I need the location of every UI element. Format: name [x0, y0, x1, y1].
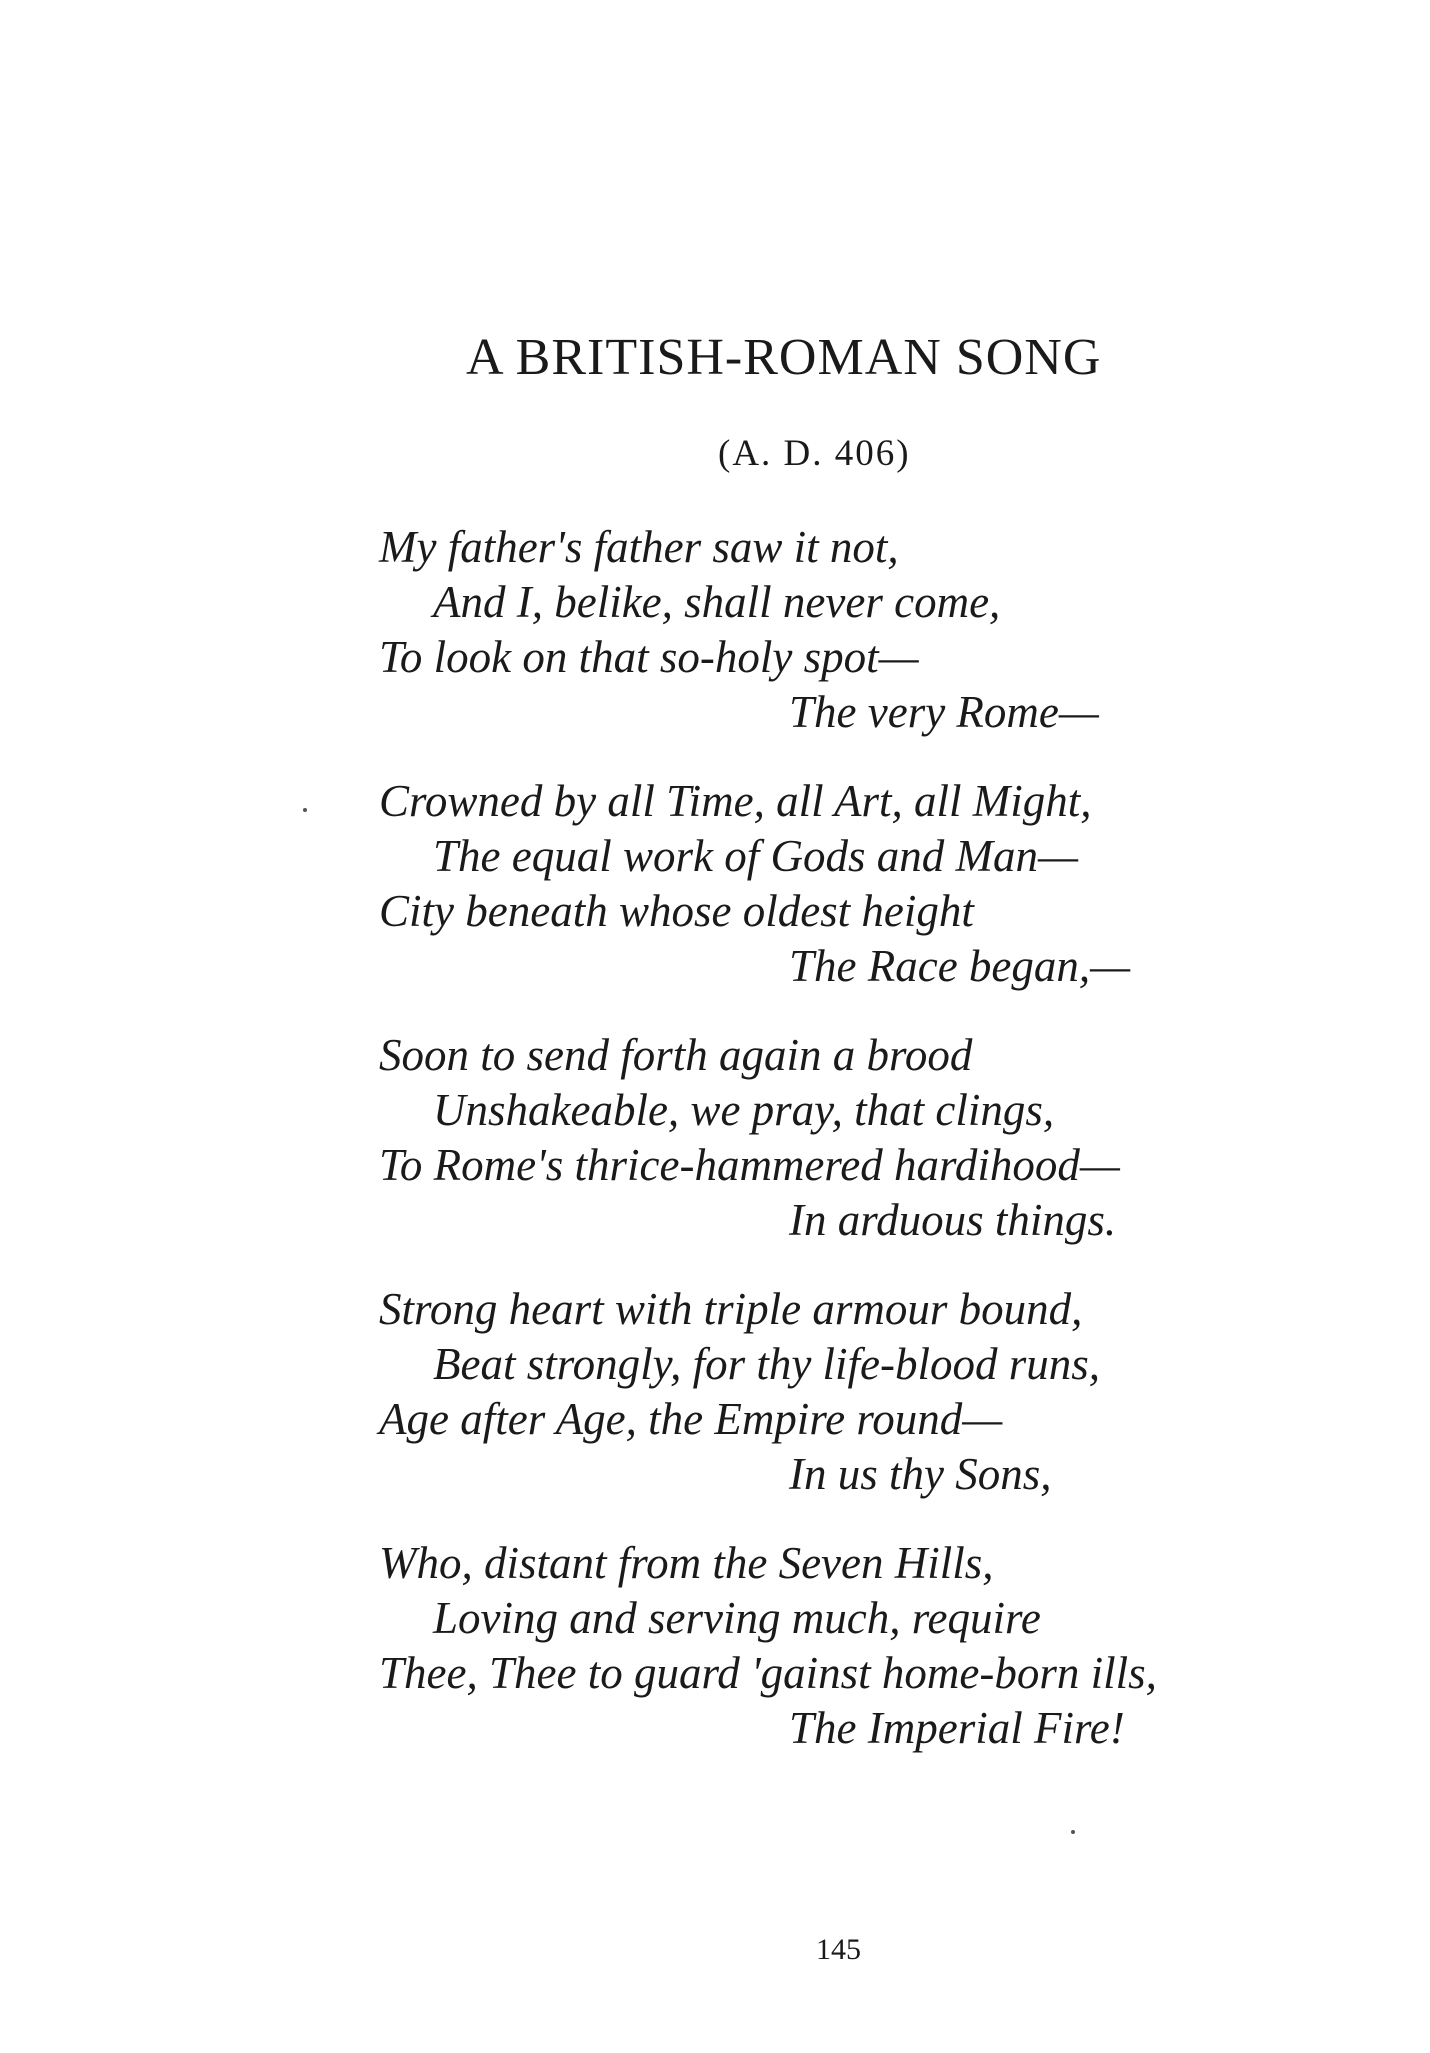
- scan-speck: [1071, 1830, 1075, 1834]
- verse-line: The equal work of Gods and Man—: [433, 831, 1078, 881]
- poem-title: A BRITISH-ROMAN SONG: [466, 329, 1102, 386]
- verse-line: City beneath whose oldest height: [379, 886, 974, 936]
- verse-line: Unshakeable, we pray, that clings,: [433, 1085, 1055, 1135]
- poem-date: (A. D. 406): [718, 433, 911, 474]
- verse-line: Age after Age, the Empire round—: [379, 1394, 1003, 1444]
- verse-line: Who, distant from the Seven Hills,: [379, 1538, 994, 1588]
- stanza-5: [379, 1536, 1157, 1756]
- page-number: 145: [816, 1933, 861, 1966]
- verse-line: Crowned by all Time, all Art, all Might,: [379, 776, 1092, 826]
- scan-speck: [303, 808, 307, 812]
- verse-line: Soon to send forth again a brood: [379, 1030, 973, 1080]
- verse-line: The Race began,—: [789, 941, 1131, 991]
- verse-line: Loving and serving much, require: [433, 1593, 1041, 1643]
- verse-line: To look on that so-holy spot—: [379, 632, 919, 682]
- verse-line: In us thy Sons,: [789, 1449, 1052, 1499]
- stanza-4: [379, 1282, 1100, 1502]
- verse-line: To Rome's thrice-hammered hardihood—: [379, 1140, 1120, 1190]
- verse-line: Thee, Thee to guard 'gainst home-born ills,: [379, 1648, 1157, 1698]
- stanza-3: [379, 1028, 1120, 1248]
- verse-line: And I, belike, shall never come,: [433, 577, 1001, 627]
- stanza-1: [379, 520, 1099, 740]
- verse-line: The very Rome—: [789, 687, 1099, 737]
- verse-line: My father's father saw it not,: [379, 522, 899, 572]
- verse-line: The Imperial Fire!: [789, 1703, 1125, 1753]
- verse-line: In arduous things.: [789, 1195, 1117, 1245]
- verse-line: Beat strongly, for thy life-blood runs,: [433, 1339, 1101, 1389]
- stanza-2: [379, 774, 1130, 994]
- verse-line: Strong heart with triple armour bound,: [379, 1284, 1083, 1334]
